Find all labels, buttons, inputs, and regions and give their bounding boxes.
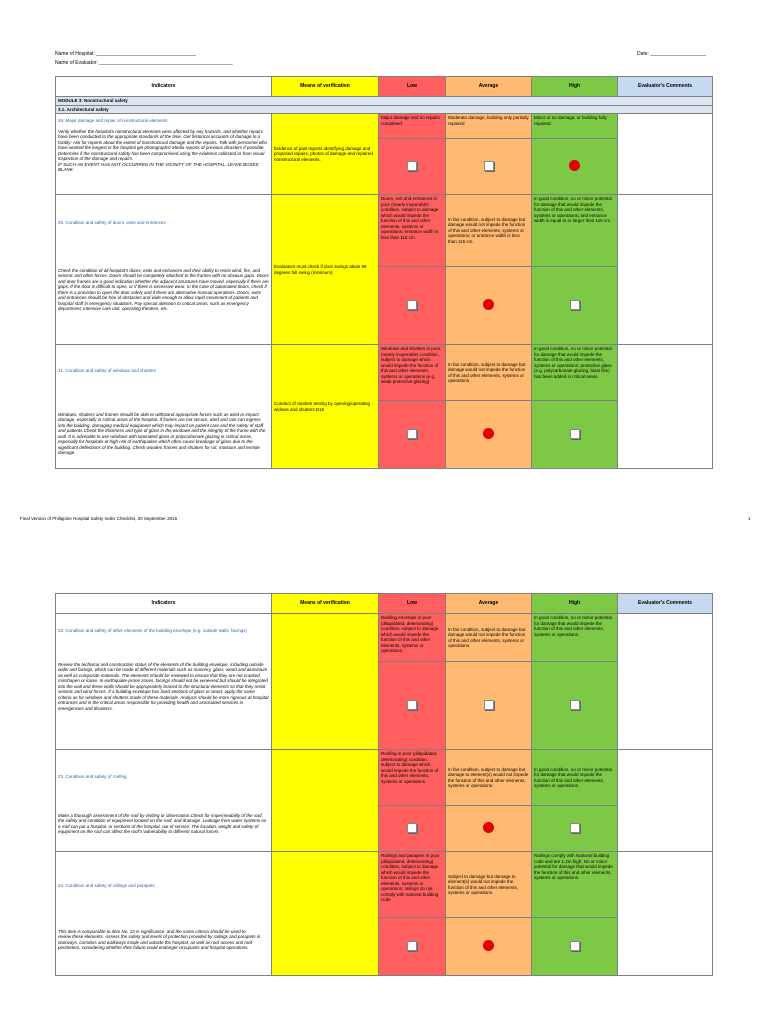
indicator-title: 20. Condition and safety of doors, exits and entrances — [58, 220, 166, 225]
item-row-23-top — [56, 750, 713, 806]
col-average: Average — [446, 594, 532, 614]
hospital-name-line: Name of Hospital: ____________________________________ — [55, 51, 197, 57]
indicator-cell — [56, 114, 272, 195]
low-mark-cell[interactable] — [379, 662, 446, 750]
indicator-description: Verify whether the hospital's nonstructural elements were affected by any hazards, and whether repairs have been conducted to the appropriate standards of the time. Get historical accounts of damage to a facility: Ask for reports about the extent of nonstructural damage and the repairs. Talk with personnel who have worked the longest in the hospital get photographs/ Media reports of previous disasters if possible. Determine if the nonstructural safety has been compromised using the evidence collected or from visual inspection of the damage and repairs. IF SUCH AN EVENT HAS NOT OCCURRED IN THE VICINITY OF THE HOSPITAL, LEAVE BOXES BLANK. — [58, 128, 268, 172]
checklist-table-page-1 — [55, 76, 713, 469]
comments-cell[interactable] — [618, 852, 713, 976]
low-criteria: Roofing in poor (dilapidated, deteriorating) condition, subject to damage which would impede the function of this and other elements, systems or operations. — [379, 750, 446, 806]
checkbox-empty[interactable] — [570, 823, 580, 833]
checkbox-empty[interactable] — [407, 300, 417, 310]
date-line: Date: ____________________ — [637, 51, 706, 57]
indicator-cell — [56, 750, 272, 852]
means-cell — [272, 614, 379, 750]
table-header-row — [56, 594, 713, 614]
indicator-title: 23. Condition and safety of roofing — [58, 774, 127, 779]
indicator-title: 19. Major damage and repair of nonstructural elements — [58, 118, 168, 123]
low-criteria: Doors, exit and entrances in poor (nearly inoperable) condition, subject to damage which would impede the function of this and other elements, systems or operations; entrance width is less than 115 cm. — [379, 195, 446, 267]
means-cell — [272, 195, 379, 345]
indicator-title: 21. Condition and safety of windows and shutters — [58, 368, 157, 373]
indicator-description: Make a thorough assessment of the roof by visiting or observation.Check for impermeability of the roof, the safety and condition of equipment located on the roof, and drainage. Leakage from water systems on a roof can put a hospital, or sections of the hospital, out of service. The location, weight and safety of equipment on the roof can affect the roof's vulnerability to different natural forces. — [58, 812, 267, 834]
average-mark-cell[interactable] — [446, 401, 532, 469]
low-criteria: Railings and parapets in poor (dilapidated, deteriorating) condition, subject to damage which would impede the function of this and other elements, systems or operations; railings do not comply with national building code — [379, 852, 446, 918]
low-criteria: Major damage and no repairs completed — [379, 114, 446, 139]
indicator-description: This item is comparable to item No. 22 in significance, and the same criteria should be used to review these elements. Assess the safety and levels of protection provided by railings and parapets in stairways, corridors and walkways inside and outside the hospital, as well as roof access and roof perimeters, considering whether their failure could endanger occupants and hospital operations. — [58, 928, 261, 950]
col-high: High — [532, 77, 618, 97]
section-row — [56, 105, 713, 114]
high-mark-cell[interactable] — [532, 662, 618, 750]
indicator-description: Check the condition of all hospital's doors, exits and entrances and their ability to resist wind, fire, and seismic and other forces. Doors should be completely attached to the frames with no obvious gaps. Doors and door frames are a good indication whether the adjacent structures have moved, especially if there are gaps. If the door is difficult to open, or if there is excessive wear. In the case of automated doors, check if there is a provision to open the door safely and if there are alternative manual operations. Doors, exits and entrances should be free of obstacles and wide enough to allow rapid movement of patients and hospital staff in emergency situations. Pay special attention to critical areas, such as emergency department, intensive care unit, operating theatres, etc. — [58, 267, 269, 311]
high-criteria: In good condition, no or minor potential for damage that would impede the function of this and other elements, systems or operations; and entrance width is equal to or larger than 115 cm. — [532, 195, 618, 267]
average-mark-cell[interactable] — [446, 918, 532, 976]
low-mark-cell[interactable] — [379, 918, 446, 976]
low-mark-cell[interactable] — [379, 806, 446, 852]
selected-dot[interactable] — [483, 822, 494, 833]
selected-dot[interactable] — [483, 428, 494, 439]
indicator-title: 24. Condition and safety of railings and parapets — [58, 883, 155, 888]
section-title: 3.1. Architectural safety — [56, 105, 713, 114]
checkbox-empty[interactable] — [570, 429, 580, 439]
high-criteria: Railings comply with National building code and are 1.2m high. No or minor potential for damage that would impede the function of this and other elements, systems or operations. — [532, 852, 618, 918]
comments-cell[interactable] — [618, 750, 713, 852]
footer-text: Final Version of Philippine Hospital Safety Index Checklist, 30 September 2016 — [20, 516, 178, 521]
col-means: Means of verification — [272, 594, 379, 614]
means-text: Evaluators must check if door swings attain 95 degrees full swing (minimum) — [274, 264, 367, 275]
indicator-title: 22. Condition and safety of other elements of the building envelope (e.g. outside walls, facings) — [58, 628, 247, 633]
checkbox-empty[interactable] — [570, 700, 580, 710]
means-cell — [272, 852, 379, 976]
means-text: Evidence of past reports identifying damage and proposed repairs, photos of damage and repaired nonstructural elements. — [274, 145, 373, 162]
high-mark-cell[interactable] — [532, 267, 618, 345]
checkbox-empty[interactable] — [570, 300, 580, 310]
col-comments: Evaluator's Comments — [618, 594, 713, 614]
col-average: Average — [446, 77, 532, 97]
means-cell — [272, 750, 379, 852]
high-criteria: In good condition, no or minor potential for damage that would impede the function of this and other elements, systems or operations. — [532, 750, 618, 806]
high-criteria: In good condition, no or minor potential for damage that would impede the function of this and other elements, systems or operations. — [532, 614, 618, 662]
checkbox-empty[interactable] — [484, 161, 494, 171]
high-mark-cell[interactable] — [532, 806, 618, 852]
high-mark-cell[interactable] — [532, 918, 618, 976]
comments-cell[interactable] — [618, 345, 713, 469]
evaluator-name-line: Name of Evaluator: ________________________________________________ — [55, 60, 233, 66]
checkbox-empty[interactable] — [407, 941, 417, 951]
indicator-cell — [56, 345, 272, 469]
low-mark-cell[interactable] — [379, 401, 446, 469]
selected-dot[interactable] — [483, 940, 494, 951]
checkbox-empty[interactable] — [407, 161, 417, 171]
checkbox-empty[interactable] — [407, 823, 417, 833]
average-criteria: Subject to damage but damage to element(s) would not impede the function of this and other elements, systems or operations. — [446, 852, 532, 918]
high-criteria: In good condition, no or minor potential for damage that would impede the function of this and other elements, systems or operations; protective glass (e.g. polycarbonate glazing, blast film) has been added in critical areas. — [532, 345, 618, 401]
average-mark-cell[interactable] — [446, 806, 532, 852]
means-cell — [272, 114, 379, 195]
high-mark-cell[interactable] — [532, 139, 618, 195]
indicator-description: Windows, shutters and frames should be able to withstand appropriate forces such as wind or impact damage, especially in critical areas of the hospital. If frames are not secure, wind and rain can ingress into the building, damaging medical equipment which may impact on patient care and the safety of staff and patients.Check the thickness and type of glass in the windows and the integrity of the frame with the wall. It is advisable to use windows with laminated glass or polycarbonate glazing in critical areas, especially for hospitals at high risk of earthquakes which often cause breakage of glass due to the significant deflections of the building. Check wooden frames and shutters for rot, moisture and termite damage. — [58, 411, 266, 455]
page-number: 1 — [748, 516, 751, 521]
comments-cell[interactable] — [618, 195, 713, 345]
item-row-24-top — [56, 852, 713, 918]
item-row-22-top — [56, 614, 713, 662]
selected-dot[interactable] — [483, 299, 494, 310]
checkbox-empty[interactable] — [484, 700, 494, 710]
high-criteria: Minor or no damage, or building fully repaired. — [532, 114, 618, 139]
checkbox-empty[interactable] — [407, 429, 417, 439]
means-cell — [272, 345, 379, 469]
indicator-cell — [56, 195, 272, 345]
module-title: MODULE 3: Nonstructural safety — [56, 97, 713, 106]
selected-dot[interactable] — [569, 160, 580, 171]
means-text: Conduct of random testing by opening/operating widows and shutters.B18 — [274, 401, 371, 412]
col-indicators: Indicators — [56, 594, 272, 614]
average-mark-cell[interactable] — [446, 267, 532, 345]
col-indicators: Indicators — [56, 77, 272, 97]
checklist-table-page-2 — [55, 593, 713, 976]
col-low: Low — [379, 77, 446, 97]
col-comments: Evaluator's Comments — [618, 77, 713, 97]
table-header-row — [56, 77, 713, 97]
comments-cell[interactable] — [618, 614, 713, 750]
col-means: Means of verification — [272, 77, 379, 97]
high-mark-cell[interactable] — [532, 401, 618, 469]
col-high: High — [532, 594, 618, 614]
low-criteria: Building envelope in poor (dilapidated, deteriorating) condition, subject to damage which would impede the function of this and other elements, systems or operations. — [379, 614, 446, 662]
average-criteria: In fair condition, subject to damage but damage would not impede the function of this and other elements, systems or operations; or entrance width is less than 115 cm. — [446, 195, 532, 267]
item-row-20-top — [56, 195, 713, 267]
checkbox-empty[interactable] — [570, 941, 580, 951]
item-row-21-top — [56, 345, 713, 401]
comments-cell[interactable] — [618, 114, 713, 195]
average-mark-cell[interactable] — [446, 139, 532, 195]
average-criteria: In fair condition, subject to damage but damage would not impede the function of this and other elements, systems or operations. — [446, 614, 532, 662]
average-criteria: Moderate damage, building only partially repaired — [446, 114, 532, 139]
indicator-cell — [56, 614, 272, 750]
average-criteria: In fair condition, subject to damage but damage would not impede the function of this and other elements, systems or operations. — [446, 345, 532, 401]
indicator-cell — [56, 852, 272, 976]
col-low: Low — [379, 594, 446, 614]
average-criteria: In fair condition, subject to damage but damage to element(s) would not impede the function of this and other elements, systems or operations. — [446, 750, 532, 806]
low-criteria: Windows and shutters in poor (nearly inoperable) condition , subject to damage which would impede the function of this and other elements, systems or operations (e.g. weak protective glazing) — [379, 345, 446, 401]
low-mark-cell[interactable] — [379, 139, 446, 195]
indicator-description: Review the technical and construction status of the elements of the building envelope, including outside walls and facings, which can be made of different materials such as masonry, glass, wood and aluminium as well as composite materials. The elements should be reviewed to ensure that they are not cracked, misshapen or loose. In earthquake-prone zones, facings should not be veneered but should be integrated into the wall and these walls should be appropriately braced to the structural elements so that they resist seismic and wind forces. If a building envelope has fixed sections of glass or wood, apply the same criteria as for windows and shutters made of these materials. Analysis should be more rigorous at hospital entrances and in the critical areas responsible for providing health and associated services in emergencies and disasters. — [58, 661, 269, 711]
checkbox-empty[interactable] — [407, 700, 417, 710]
low-mark-cell[interactable] — [379, 267, 446, 345]
average-mark-cell[interactable] — [446, 662, 532, 750]
item-row-19-top — [56, 114, 713, 139]
module-row — [56, 97, 713, 106]
